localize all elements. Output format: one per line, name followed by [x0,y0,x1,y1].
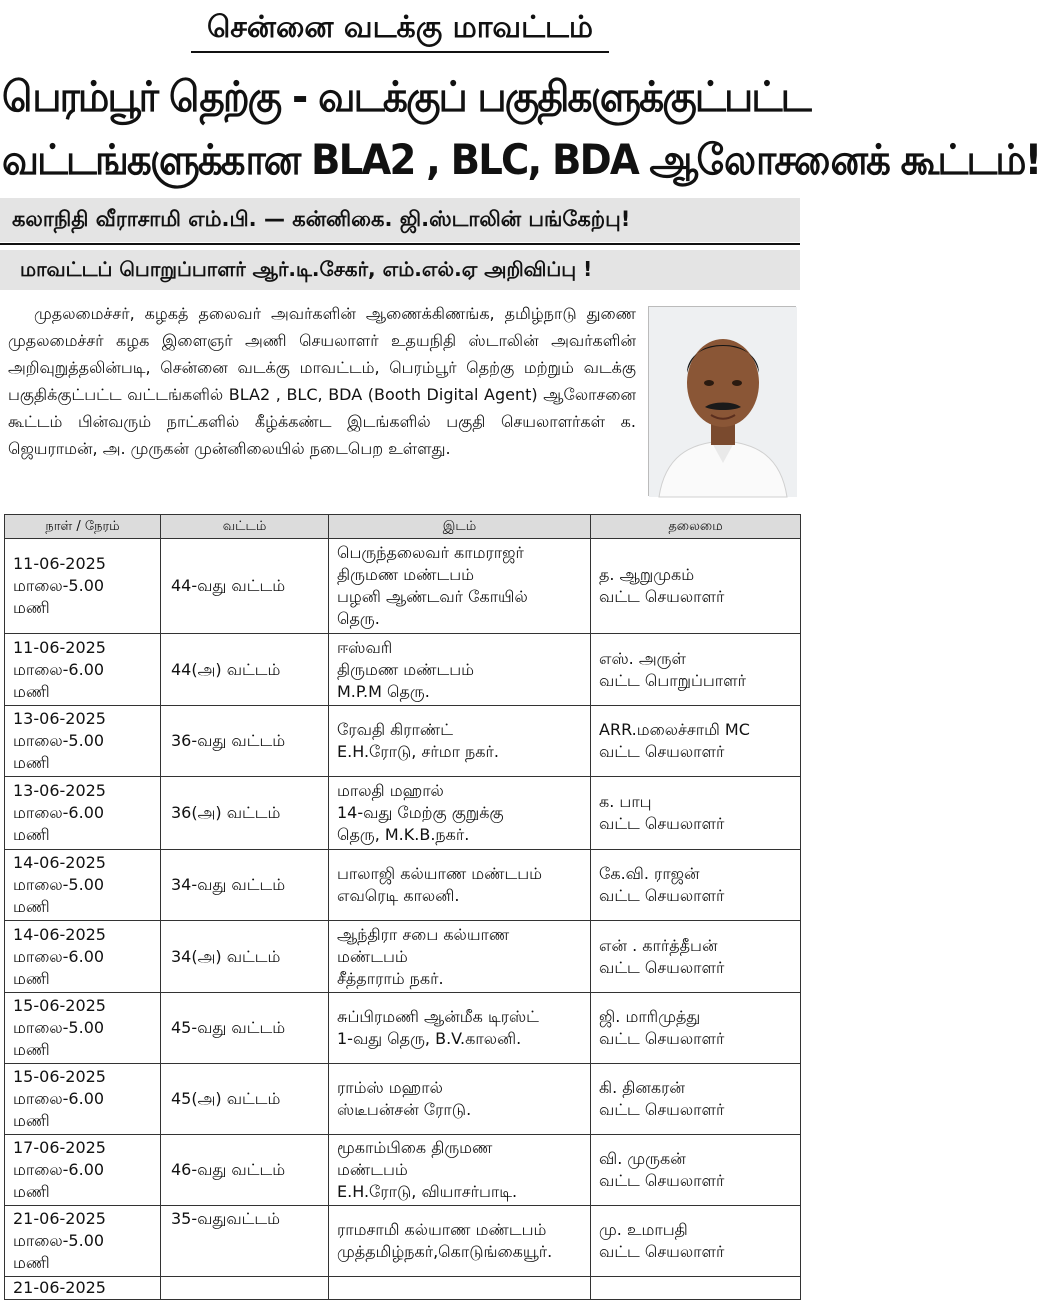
meeting-date: 13-06-2025 [13,709,106,728]
leader-cell [591,1064,801,1135]
ward-name: 36-வது வட்டம் [171,731,286,750]
ward-name: 34(அ) வட்டம் [171,946,281,966]
leader-role: வட்ட செயலாளர் [599,1242,725,1261]
leader-name: வி. முருகன் [599,1149,686,1168]
venue-line: மூகாம்பிகை திருமண [337,1138,493,1157]
venue-line: E.H.ரோடு, சர்மா நகர். [337,742,499,761]
date-time-cell [5,1206,161,1277]
leader-role: வட்ட செயலாளர் [599,1171,725,1190]
ward-cell [161,634,329,706]
meeting-time: மாலை-5.00 [13,576,105,595]
leader-name: ARR.மலைச்சாமி MC [599,720,750,739]
meeting-time: மாலை-6.00 [13,1089,105,1108]
ward-cell [161,706,329,777]
ward-name: 34-வது வட்டம் [171,875,286,894]
venue-line: ஈஸ்வரி [337,637,393,657]
venue-cell [329,1064,591,1135]
date-time-cell [5,539,161,634]
ward-cell [161,1206,329,1277]
venue-cell [329,993,591,1064]
venue-line: 1-வது தெரு, B.V.காலனி. [337,1029,522,1048]
ward-name: 45(அ) வட்டம் [171,1089,281,1108]
table-row [5,850,801,921]
portrait-illustration [649,307,797,497]
announcement-text: மாவட்டப் பொறுப்பாளர் ஆர்.டி.சேகர், எம்.எல்.ஏ அறிவிப்பு ! [20,256,593,281]
leader-name: மு. உமாபதி [599,1220,688,1239]
venue-line: முத்தமிழ்நகர்,கொடுங்கையூர். [337,1242,553,1261]
ward-cell [161,1064,329,1135]
venue-line: எவரெடி காலனி. [337,886,460,905]
ward-name: 44-வது வட்டம் [171,576,286,595]
leader-role: வட்ட செயலாளர் [599,886,725,905]
leader-role: வட்ட செயலாளர் [599,814,725,833]
meeting-time-unit: மணி [13,968,50,988]
venue-line: தெரு, M.K.B.நகர். [337,825,470,844]
meeting-time: மாலை-5.00 [13,875,105,894]
table-row [5,993,801,1064]
leader-role: வட்ட செயலாளர் [599,742,725,761]
meeting-date: 14-06-2025 [13,853,106,872]
venue-cell [329,1277,591,1300]
ward-name: 44(அ) வட்டம் [171,659,281,679]
date-time-cell [5,634,161,706]
header-ward: வட்டம் [161,515,329,539]
leader-cell [591,850,801,921]
venue-line: பழனி ஆண்டவர் கோயில் [337,587,528,606]
leader-role: வட்ட செயலாளர் [599,587,725,606]
leader-name: த. ஆறுமுகம் [599,565,695,584]
venue-line: மண்டபம் [337,1160,408,1179]
ward-cell [161,850,329,921]
district-title [0,10,800,53]
meeting-date: 15-06-2025 [13,996,106,1015]
date-time-cell [5,1064,161,1135]
headline-line-1: பெரம்பூர் தெற்கு - வடக்குப் பகுதிகளுக்குட்பட்ட [2,72,810,121]
date-time-cell [5,706,161,777]
table-row [5,706,801,777]
leader-name: ஜி. மாரிமுத்து [599,1007,701,1026]
table-row [5,1277,801,1300]
ward-name: 46-வது வட்டம் [171,1160,286,1179]
meeting-time: மாலை-5.00 [13,1231,105,1250]
leader-cell [591,1277,801,1300]
table-row [5,539,801,634]
table-row [5,1206,801,1277]
meeting-time-unit: மணி [13,753,50,772]
participants-text: கலாநிதி வீராசாமி எம்.பி. — கன்னிகை. ஜி.ஸ்டாலின் பங்கேற்பு! [12,206,631,231]
venue-cell [329,777,591,850]
venue-line: M.P.M தெரு. [337,681,430,701]
table-row [5,1064,801,1135]
meeting-date: 14-06-2025 [13,924,106,944]
venue-cell [329,921,591,993]
meeting-date: 11-06-2025 [13,637,106,657]
meeting-date: 21-06-2025 [13,1278,106,1297]
venue-cell [329,850,591,921]
leader-name: கே.வி. ராஜன் [599,864,700,883]
venue-cell [329,1206,591,1277]
venue-line: ஆந்திரா சபை கல்யாண [337,924,510,944]
ward-name: 45-வது வட்டம் [171,1018,286,1037]
meeting-time: மாலை-6.00 [13,803,105,822]
portrait-photo [648,306,796,496]
meeting-time: மாலை-6.00 [13,946,105,966]
leader-cell [591,539,801,634]
header-date-time: நாள் / நேரம் [5,515,161,539]
venue-cell [329,634,591,706]
ward-cell [161,1135,329,1206]
ward-cell [161,1277,329,1300]
venue-line: திருமண மண்டபம் [337,565,475,584]
venue-line: மாலதி மஹால் [337,781,444,800]
leader-role: வட்ட பொறுப்பாளர் [599,670,746,690]
venue-line: E.H.ரோடு, வியாசர்பாடி. [337,1182,518,1201]
leader-role: வட்ட செயலாளர் [599,1029,725,1048]
header-leader: தலைமை [591,515,801,539]
meeting-time: மாலை-6.00 [13,1160,105,1179]
meeting-date: 13-06-2025 [13,781,106,800]
announcement-band [0,250,800,290]
table-header-row [5,515,801,539]
meeting-date: 21-06-2025 [13,1209,106,1228]
date-time-cell [5,1135,161,1206]
headline-line-2: வட்டங்களுக்கான BLA2 , BLC, BDA ஆலோசனைக் கூட்டம்! [2,135,1040,184]
meeting-time-unit: மணி [13,681,50,701]
venue-line: ராம்ஸ் மஹால் [337,1078,443,1097]
date-time-cell [5,1277,161,1300]
venue-line: ராமசாமி கல்யாண மண்டபம் [337,1220,547,1239]
venue-line: ரேவதி கிராண்ட் [337,720,453,739]
participants-band [0,198,800,242]
venue-line: சுப்பிரமணி ஆன்மீக டிரஸ்ட் [337,1007,539,1026]
meeting-time-unit: மணி [13,825,50,844]
district-title-text: சென்னை வடக்கு மாவட்டம் [191,10,609,53]
date-time-cell [5,993,161,1064]
venue-line: சீத்தாராம் நகர். [337,968,444,988]
leader-role: வட்ட செயலாளர் [599,957,725,977]
leader-cell [591,921,801,993]
meeting-date: 11-06-2025 [13,554,106,573]
meeting-date: 17-06-2025 [13,1138,106,1157]
meeting-time: மாலை-6.00 [13,659,105,679]
leader-cell [591,706,801,777]
venue-line: மண்டபம் [337,946,408,966]
table-row [5,1135,801,1206]
date-time-cell [5,921,161,993]
meeting-time-unit: மணி [13,598,50,617]
intro-paragraph [8,300,636,462]
meeting-time-unit: மணி [13,1111,50,1130]
table-row [5,634,801,706]
venue-line: ஸ்டீபன்சன் ரோடு. [337,1100,472,1119]
leader-cell [591,1135,801,1206]
table-row [5,921,801,993]
leader-cell [591,777,801,850]
leader-name: எஸ். அருள் [599,648,686,668]
schedule-table [4,514,801,1300]
table-row [5,777,801,850]
meeting-time-unit: மணி [13,1253,50,1272]
venue-line: 14-வது மேற்கு குறுக்கு [337,803,504,822]
meeting-time-unit: மணி [13,1182,50,1201]
ward-cell [161,539,329,634]
leader-role: வட்ட செயலாளர் [599,1100,725,1119]
leader-name: என் . கார்த்தீபன் [599,935,718,955]
leader-cell [591,993,801,1064]
venue-cell [329,706,591,777]
date-time-cell [5,777,161,850]
venue-line: பெருந்தலைவர் காமராஜர் [337,543,524,562]
meeting-date: 15-06-2025 [13,1067,106,1086]
leader-cell [591,634,801,706]
meeting-time: மாலை-5.00 [13,731,105,750]
meeting-time-unit: மணி [13,1040,50,1059]
ward-name: 36(அ) வட்டம் [171,803,281,822]
date-time-cell [5,850,161,921]
meeting-time-unit: மணி [13,897,50,916]
venue-line: தெரு. [337,609,380,628]
venue-cell [329,1135,591,1206]
meeting-time: மாலை-5.00 [13,1018,105,1037]
leader-name: கி. தினகரன் [599,1078,685,1097]
venue-line: திருமண மண்டபம் [337,659,475,679]
venue-cell [329,539,591,634]
band-divider [0,243,800,245]
intro-text: முதலமைச்சர், கழகத் தலைவர் அவர்களின் ஆணைக்கிணங்க, தமிழ்நாடு துணை முதலமைச்சர் கழக இளைஞர் அணி செயலாளர் உதயநிதி ஸ்டாலின் அவர்களின் அறிவுறுத்தலின்படி, சென்னை வடக்கு மாவட்டம், பெரம்பூர் தெற்கு மற்றும் வடக்கு பகுதிக்குட்பட்ட வட்டங்களில் BLA2 , BLC, BDA (Booth Digital Agent) ஆலோசனை கூட்டம் பின்வரும் நாட்களில் கீழ்க்கண்ட இடங்களில் பகுதி செயலாளர்கள் க. ஜெயராமன், அ. முருகன் முன்னிலையில் நடைபெற உள்ளது. [8,304,636,458]
leader-cell [591,1206,801,1277]
ward-cell [161,921,329,993]
venue-line: பாலாஜி கல்யாண மண்டபம் [337,864,543,883]
leader-name: க. பாபு [599,792,652,811]
ward-cell [161,777,329,850]
ward-name: 35-வதுவட்டம் [171,1209,280,1228]
ward-cell [161,993,329,1064]
header-venue: இடம் [329,515,591,539]
